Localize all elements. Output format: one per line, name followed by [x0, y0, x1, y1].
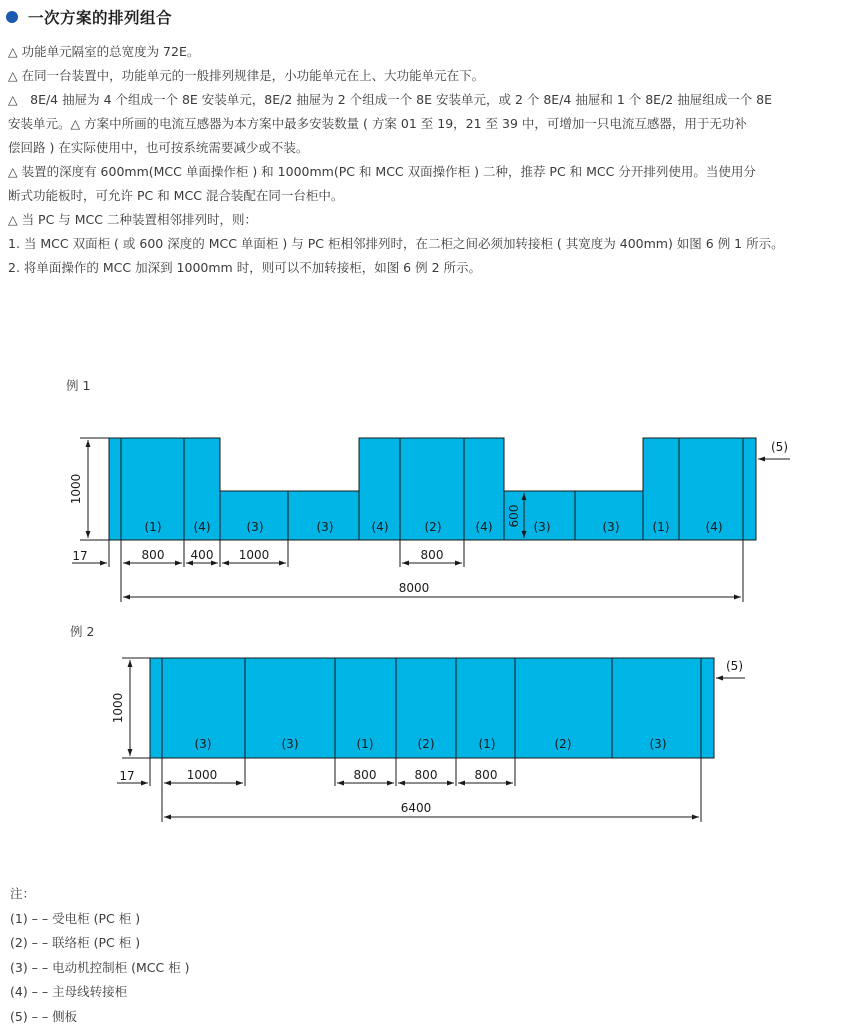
- total-width-label: 8000: [399, 581, 430, 595]
- width-dimension-label: 1000: [187, 768, 218, 782]
- cabinet-label: (2): [425, 520, 442, 534]
- total-width-label: 6400: [401, 801, 432, 815]
- paragraph-line: △ 装置的深度有 600mm(MCC 单面操作柜 ) 和 1000mm(PC 和 MCC 双面操作柜 ) 二种，推荐 PC 和 MCC 分开排列使用。当使用分: [8, 160, 846, 184]
- cabinet-label: (3): [650, 737, 667, 751]
- width-dimension-label: 1000: [239, 548, 270, 562]
- paragraph-line: 偿回路 ) 在实际使用中，也可按系统需要减少或不装。: [8, 136, 846, 160]
- side-panel: [701, 658, 714, 758]
- depth-dimension-label-small: 600: [507, 505, 521, 528]
- width-dimension-label: 800: [475, 768, 498, 782]
- side-dimension-label: 17: [72, 549, 87, 563]
- legend-item: (2) – – 联络柜 (PC 柜 ): [10, 931, 190, 956]
- side-dimension-label: 17: [119, 769, 134, 783]
- side-panel-label: (5): [771, 440, 788, 454]
- cabinet-label: (4): [194, 520, 211, 534]
- width-dimension-label: 800: [421, 548, 444, 562]
- cabinet-label: (2): [418, 737, 435, 751]
- cabinet-label: (4): [476, 520, 493, 534]
- width-dimension-label: 800: [142, 548, 165, 562]
- paragraph-line: △ 功能单元隔室的总宽度为 72E。: [8, 40, 846, 64]
- side-panel: [109, 438, 121, 540]
- legend-item: (5) – – 侧板: [10, 1005, 190, 1029]
- cabinet-label: (1): [653, 520, 670, 534]
- legend-item: (4) – – 主母线转接柜: [10, 980, 190, 1005]
- cabinet-label: (3): [282, 737, 299, 751]
- paragraph-line: 安装单元。△ 方案中所画的电流互感器为本方案中最多安装数量 ( 方案 01 至 19，21 至 39 中，可增加一只电流互感器，用于无功补: [8, 112, 846, 136]
- cabinet-label: (3): [195, 737, 212, 751]
- paragraph-line: 断式功能板时，可允许 PC 和 MCC 混合装配在同一台柜中。: [8, 184, 846, 208]
- cabinet-label: (1): [145, 520, 162, 534]
- legend-item: (1) – – 受电柜 (PC 柜 ): [10, 907, 190, 932]
- cabinet-label: (4): [372, 520, 389, 534]
- cabinet-label: (3): [317, 520, 334, 534]
- section-title: 一次方案的排列组合: [28, 6, 172, 28]
- example-1-label: 例 1: [66, 376, 90, 394]
- width-dimension-label: 800: [354, 768, 377, 782]
- paragraph-line: △ 8E/4 抽屉为 4 个组成一个 8E 安装单元，8E/2 抽屉为 2 个组成一个 8E 安装单元，或 2 个 8E/4 抽屉和 1 个 8E/2 抽屉组成一个 8E: [8, 88, 846, 112]
- depth-dimension-label: 1000: [69, 474, 83, 505]
- legend-item: (3) – – 电动机控制柜 (MCC 柜 ): [10, 956, 190, 981]
- cabinet-label: (4): [706, 520, 723, 534]
- cabinet-label: (3): [603, 520, 620, 534]
- paragraph-line: △ 当 PC 与 MCC 二种装置相邻排列时，则：: [8, 208, 846, 232]
- cabinet-label: (1): [357, 737, 374, 751]
- example-2-diagram: [111, 658, 745, 822]
- cabinet-label: (3): [534, 520, 551, 534]
- width-dimension-label: 800: [415, 768, 438, 782]
- cabinet-label: (3): [247, 520, 264, 534]
- notes-legend: [10, 882, 190, 1029]
- side-panel: [743, 438, 756, 540]
- example-2-label: 例 2: [70, 622, 94, 640]
- paragraph-line: 2. 将单面操作的 MCC 加深到 1000mm 时，则可以不加转接柜，如图 6 例 2 所示。: [8, 256, 846, 280]
- example-1-diagram: [69, 438, 790, 602]
- cabinet-label: (2): [555, 737, 572, 751]
- side-panel: [150, 658, 162, 758]
- paragraph-line: △ 在同一台装置中，功能单元的一般排列规律是，小功能单元在上、大功能单元在下。: [8, 64, 846, 88]
- width-dimension-label: 400: [191, 548, 214, 562]
- side-panel-label: (5): [726, 659, 743, 673]
- depth-dimension-label: 1000: [111, 693, 125, 724]
- paragraph-line: 1. 当 MCC 双面柜 ( 或 600 深度的 MCC 单面柜 ) 与 PC 柜相邻排列时，在二柜之间必须加转接柜 ( 其宽度为 400mm) 如图 6 例 1 所示。: [8, 232, 846, 256]
- cabinet-label: (1): [479, 737, 496, 751]
- notes-heading: 注：: [10, 882, 190, 907]
